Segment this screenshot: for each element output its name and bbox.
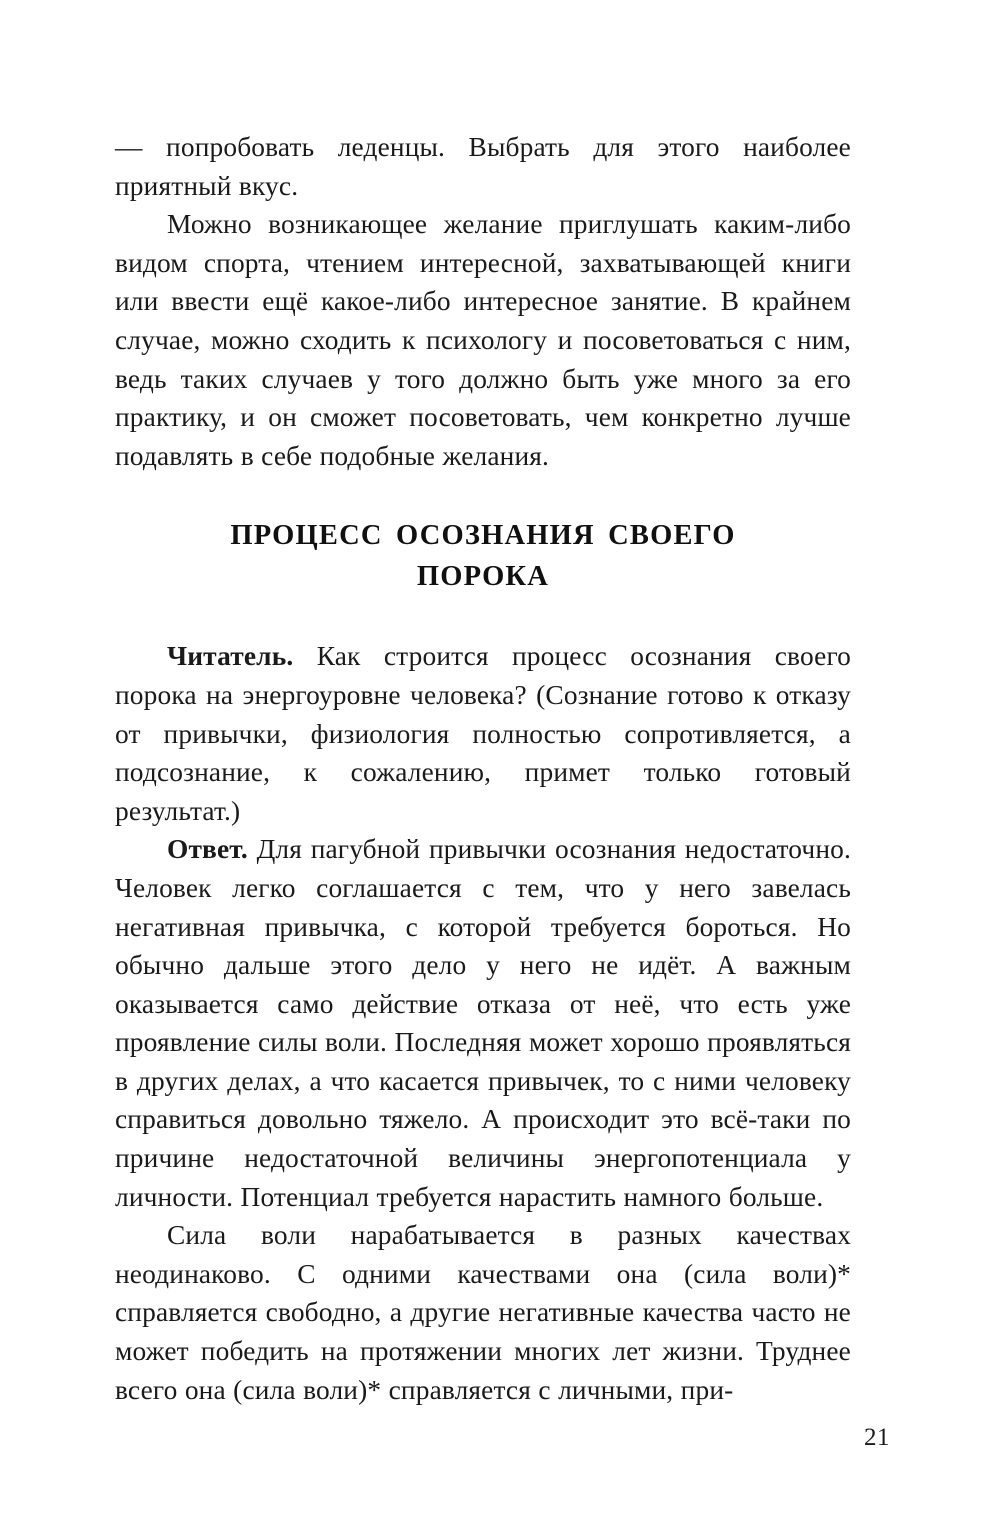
section-heading-block xyxy=(115,515,851,597)
section-heading xyxy=(155,515,811,597)
paragraph-reader-question xyxy=(115,637,851,830)
section-heading-line-2: ПОРОКА xyxy=(416,561,550,593)
text-column xyxy=(115,128,851,1409)
paragraph-reader-question-text: Как строится процесс осознания своего порока на энергоуровне человека? (Сознание готово к отказу от привычки, физиология полностью сопротивляется, а подсознание, к сожалению, примет только готовый результат.) xyxy=(115,641,851,826)
speaker-label-reader: Читатель. xyxy=(167,641,294,672)
paragraph-answer-text: Для пагубной привычки осознания недостаточно. Человек легко соглашается с тем, что у него завелась негативная привычка, с которой требуется бороться. Но обычно дальше этого дело у него не идёт. А важным оказывается само действие отказа от неё, что есть уже проявление силы воли. Последняя может хорошо проявляться в других делах, а что касается привычек, то с ними человеку справиться довольно тяжело. А происходит это всё-таки по причине недостаточной величины энергопотенциала у личности. Потенциал требуется нарастить намного больше. xyxy=(115,834,851,1212)
page-number: 21 xyxy=(864,1424,890,1451)
paragraph-answer xyxy=(115,830,851,1216)
paragraph-distraction: Можно возникающее желание приглушать каким-либо видом спорта, чтением интересной, захватывающей книги или ввести ещё какое-либо интересное занятие. В крайнем случае, можно сходить к психологу и посоветоваться с ним, ведь таких случаев у того должно быть уже много за его практику, и он сможет посоветовать, чем конкретно лучше подавлять в себе подобные желания. xyxy=(115,209,851,471)
paragraph-stack-bottom xyxy=(115,637,851,1409)
paragraph-stack-top xyxy=(115,128,851,475)
paragraph-willpower: Сила воли нарабатывается в разных качествах неодинаково. С одними качествами она (сила воли)* справляется свободно, а другие негативные качества часто не может победить на протяжении многих лет жизни. Труднее всего она (сила воли)* справляется с личными, при- xyxy=(115,1220,851,1405)
paragraph-lollipop: — попробовать леденцы. Выбрать для этого наиболее приятный вкус. xyxy=(115,132,851,201)
speaker-label-answer: Ответ. xyxy=(167,834,248,865)
section-heading-line-1: ПРОЦЕСС ОСОЗНАНИЯ СВОЕГО xyxy=(230,520,736,552)
